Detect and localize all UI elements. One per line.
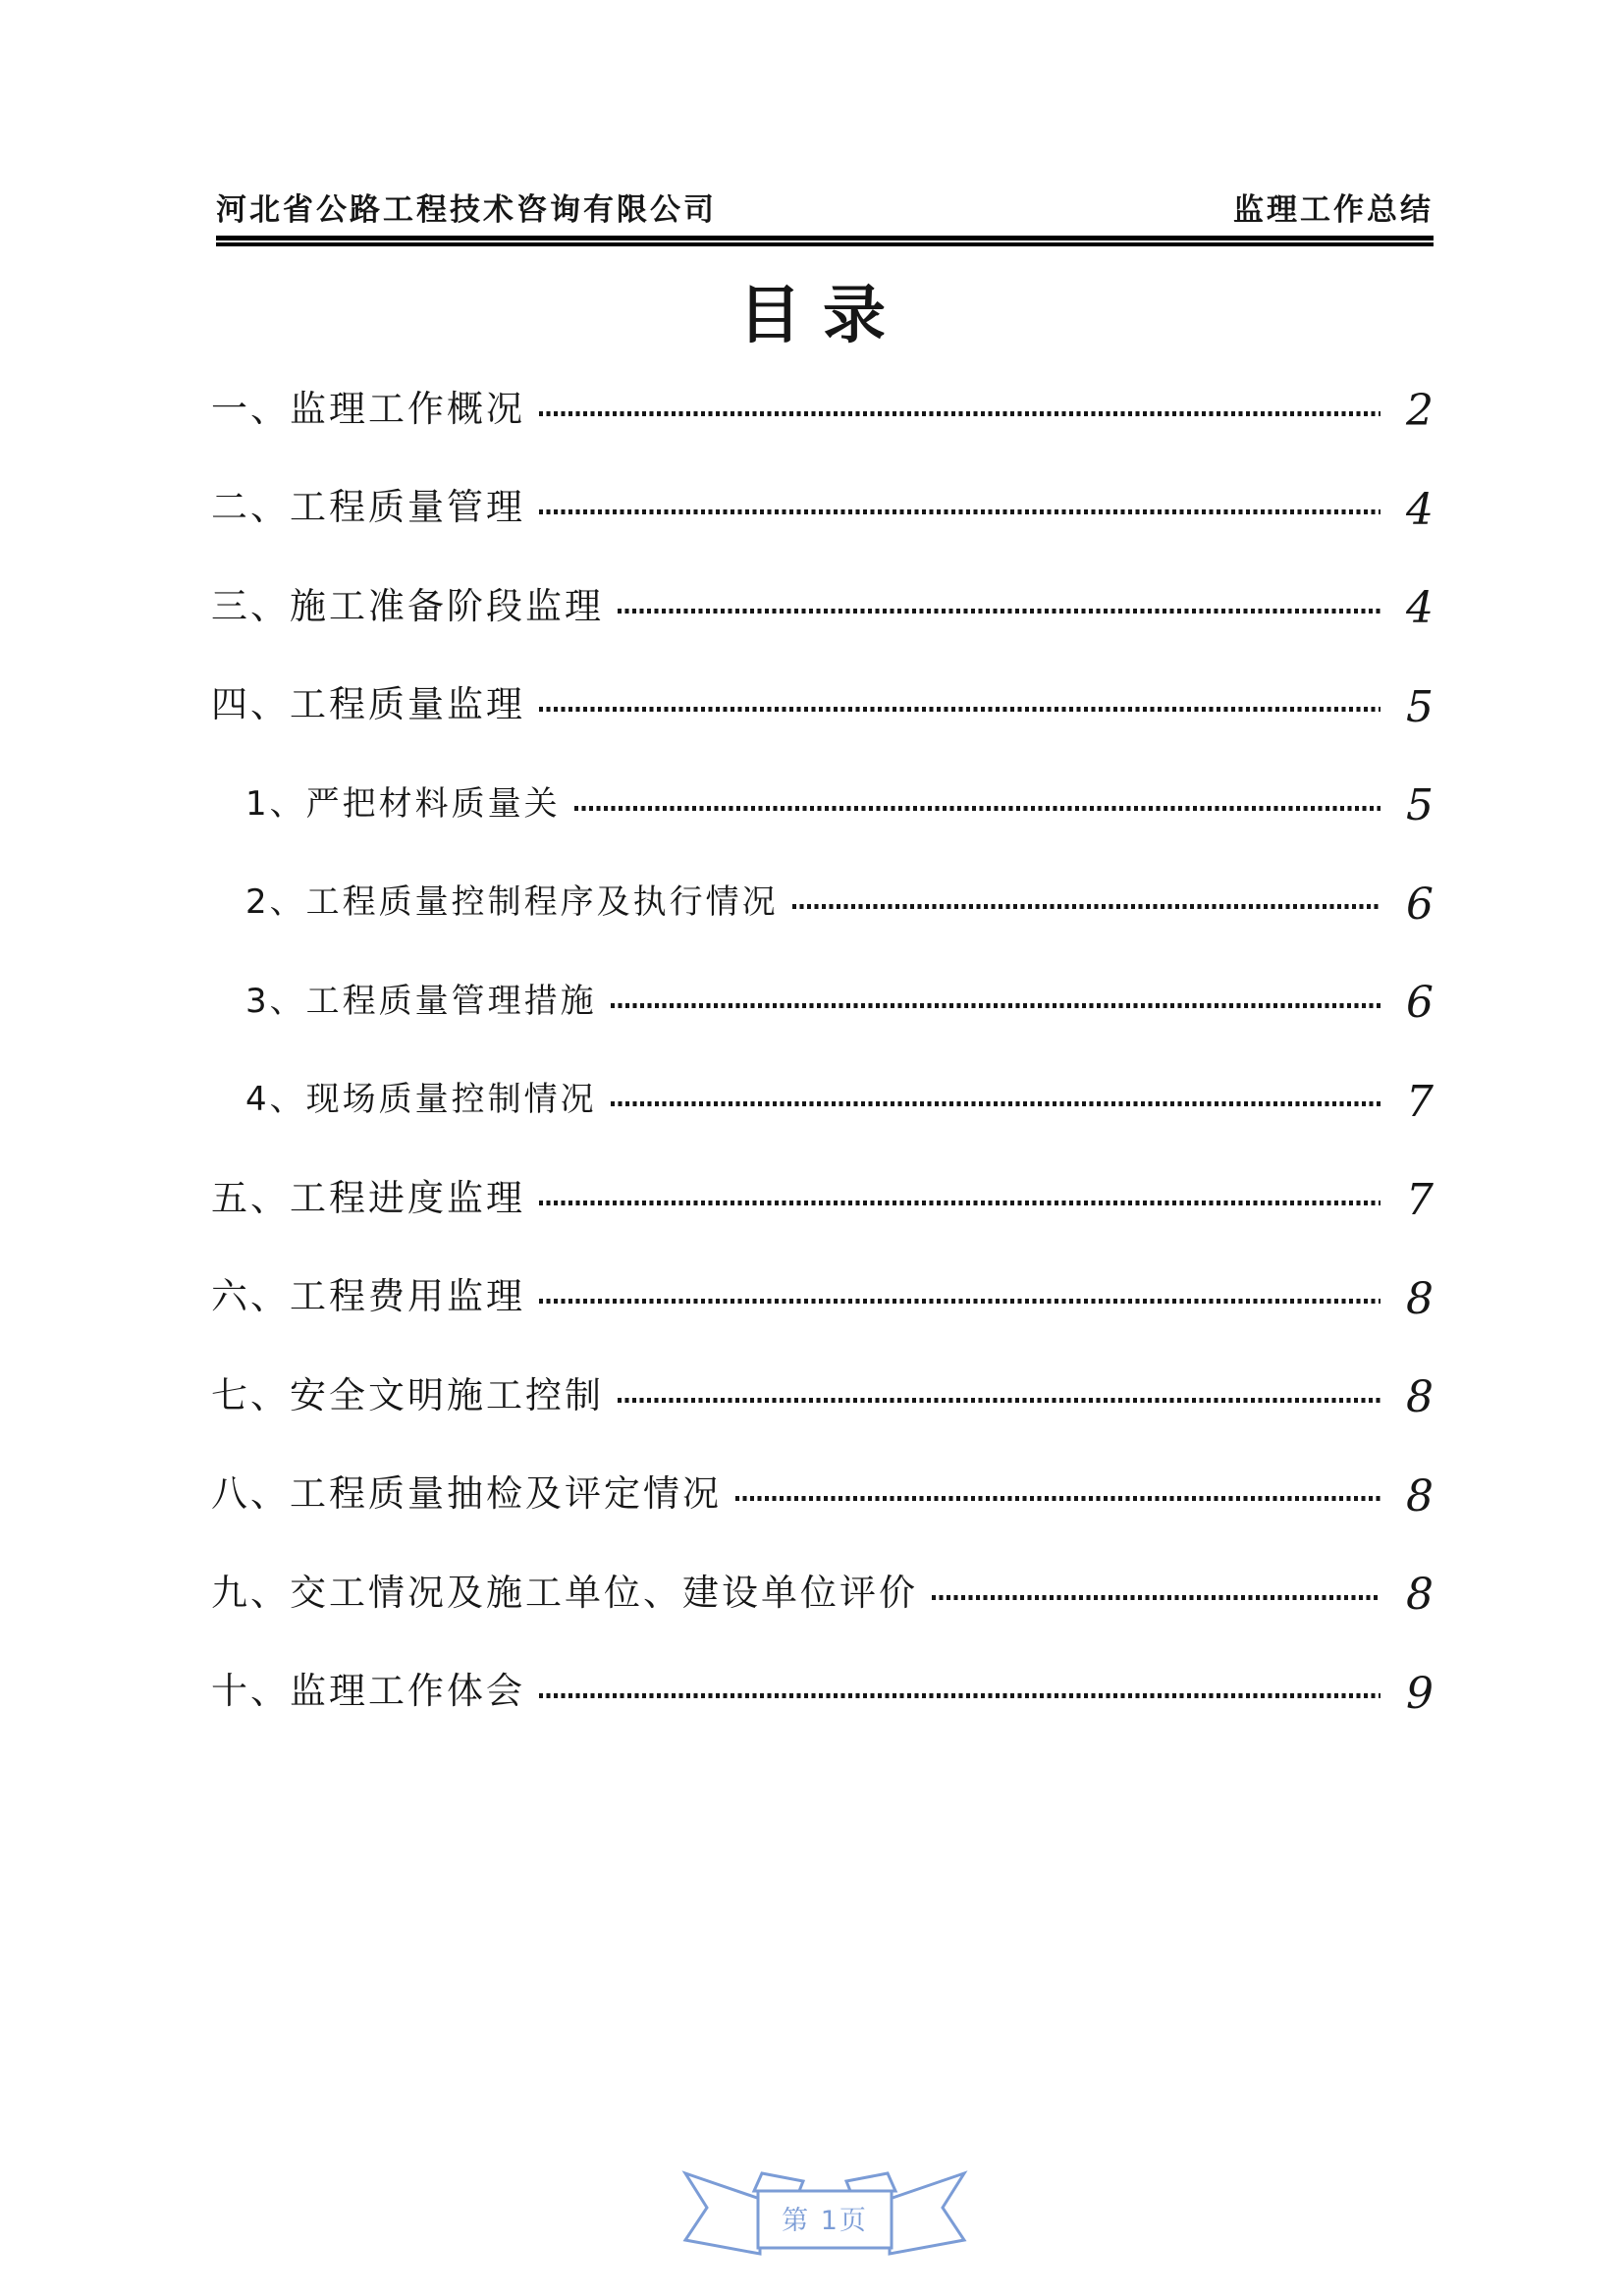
toc-page-number: 4 (1406, 484, 1434, 535)
toc-entry-label: 六、工程费用监理 (211, 1275, 525, 1318)
ribbon-right-wing-icon (890, 2173, 964, 2254)
dot-leader (539, 411, 1380, 416)
page-title: 目录 (738, 279, 907, 352)
toc-page-number: 8 (1406, 1273, 1434, 1324)
toc-entry-label: 七、安全文明施工控制 (211, 1373, 604, 1416)
ribbon-left-fold-icon (754, 2173, 803, 2191)
toc-row[interactable] (211, 558, 1434, 657)
toc-row[interactable] (211, 755, 1434, 854)
toc-page-number: 6 (1406, 978, 1434, 1029)
dot-leader (539, 1201, 1380, 1205)
toc-entry-label: 三、施工准备阶段监理 (211, 584, 604, 627)
toc-row[interactable] (211, 360, 1434, 459)
toc-page-number: 8 (1406, 1470, 1434, 1522)
ribbon-right-fold-icon (846, 2173, 895, 2191)
toc-entry-label: 1、严把材料质量关 (245, 783, 561, 824)
toc-row[interactable] (211, 1149, 1434, 1249)
toc-row[interactable] (211, 459, 1434, 559)
page-number-label: 第 1页 (782, 2206, 868, 2236)
page-banner-ribbon (677, 2158, 972, 2258)
toc-row[interactable] (211, 952, 1434, 1051)
dot-leader (574, 806, 1380, 811)
toc-entry-label: 八、工程质量抽检及评定情况 (211, 1472, 722, 1516)
dot-leader (618, 1398, 1380, 1403)
toc (211, 360, 1434, 1741)
toc-page-number: 6 (1406, 879, 1434, 930)
header-rule-bottom (216, 242, 1434, 246)
toc-row[interactable] (211, 1544, 1434, 1643)
header-rule-top (216, 236, 1434, 240)
dot-leader (735, 1496, 1380, 1501)
toc-page-number: 8 (1406, 1372, 1434, 1423)
toc-page-number: 2 (1406, 386, 1434, 437)
toc-row[interactable] (211, 1446, 1434, 1545)
toc-page-number: 7 (1406, 1175, 1434, 1226)
toc-row[interactable] (211, 1051, 1434, 1150)
toc-entry-label: 一、监理工作概况 (211, 387, 525, 430)
toc-entry-label: 十、监理工作体会 (211, 1670, 525, 1713)
toc-page-number: 4 (1406, 583, 1434, 634)
dot-leader (539, 509, 1380, 514)
toc-entry-label: 3、工程质量管理措施 (245, 981, 597, 1021)
dot-leader (539, 707, 1380, 712)
page-footer (677, 2158, 972, 2258)
dot-leader (539, 1299, 1380, 1304)
toc-page-number: 5 (1406, 780, 1434, 831)
dot-leader (792, 904, 1380, 909)
toc-page-number: 5 (1406, 681, 1434, 732)
toc-entry-label: 2、工程质量控制程序及执行情况 (245, 882, 779, 923)
dot-leader (611, 1101, 1380, 1106)
header-company: 河北省公路工程技术咨询有限公司 (216, 192, 717, 228)
toc-entry-label: 二、工程质量管理 (211, 486, 525, 529)
toc-page-number: 9 (1406, 1668, 1434, 1719)
toc-row[interactable] (211, 1249, 1434, 1348)
dot-leader (932, 1595, 1380, 1600)
toc-page-number: 8 (1406, 1570, 1434, 1621)
toc-entry-label: 五、工程进度监理 (211, 1176, 525, 1219)
toc-row[interactable] (211, 1347, 1434, 1446)
toc-row[interactable] (211, 854, 1434, 953)
toc-entry-label: 九、交工情况及施工单位、建设单位评价 (211, 1571, 918, 1614)
toc-entry-label: 四、工程质量监理 (211, 683, 525, 726)
toc-page-number: 7 (1406, 1076, 1434, 1127)
dot-leader (539, 1693, 1380, 1698)
header-doc-title: 监理工作总结 (1233, 192, 1434, 228)
toc-row[interactable] (211, 657, 1434, 756)
ribbon-left-wing-icon (685, 2173, 760, 2254)
toc-entry-label: 4、现场质量控制情况 (245, 1080, 597, 1120)
page-header (216, 192, 1434, 246)
toc-row[interactable] (211, 1643, 1434, 1742)
dot-leader (611, 1003, 1380, 1008)
dot-leader (618, 609, 1380, 614)
